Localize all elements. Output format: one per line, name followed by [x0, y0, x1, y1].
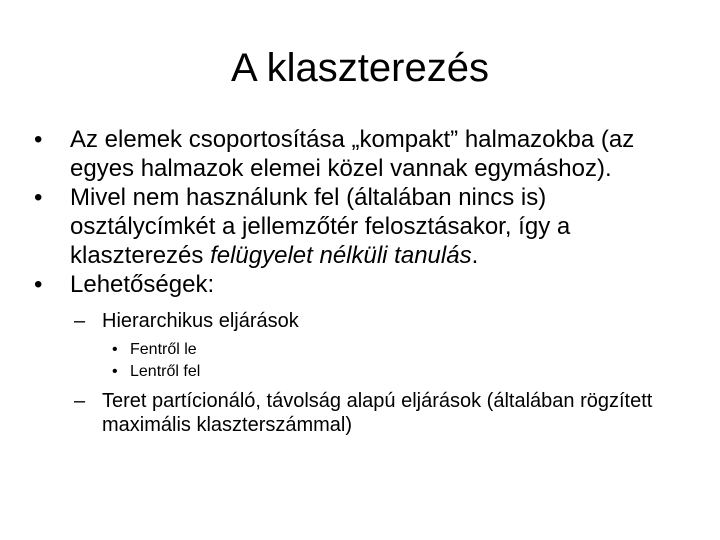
- bullet-icon: •: [112, 363, 118, 380]
- bullet-icon: •: [34, 126, 43, 153]
- subitem-text: Hierarchikus eljárások: [102, 310, 299, 332]
- slide-title: A klaszterezés: [231, 46, 489, 90]
- bullet-item-grouping: [34, 125, 684, 183]
- subsubitem-text: Fentről le: [130, 341, 197, 358]
- bullet-text: Az elemek csoportosítása „kompakt” halmazokba (az egyes halmazok elemei közel vannak egymáshoz).: [70, 126, 635, 182]
- bullet-text-emphasis: felügyelet nélküli tanulás: [210, 242, 472, 269]
- subsubitem-text: Lentről fel: [130, 363, 201, 380]
- subitem-hierarchical: [74, 309, 684, 333]
- dash-icon: –: [74, 310, 86, 332]
- subsubitem-list: [34, 339, 684, 383]
- subsubitem-top-down: [112, 339, 684, 361]
- subitem-partitioning: [74, 389, 684, 437]
- bullet-icon: •: [112, 341, 118, 358]
- bullet-text-plain: Mivel nem használunk fel (általában nincs is) osztálycímkét a jellemzőtér felosztásakor, így a klaszterezés: [70, 184, 571, 269]
- bullet-item-options: [34, 270, 684, 299]
- subitem-text: Teret partícionáló, távolság alapú eljárások (általában rögzített maximális klaszterszámmal): [102, 390, 653, 436]
- bullet-item-unsupervised: [34, 183, 684, 270]
- bullet-icon: •: [34, 184, 43, 211]
- subsubitem-bottom-up: [112, 361, 684, 383]
- bullet-icon: •: [34, 271, 43, 298]
- slide-content: [34, 125, 684, 437]
- dash-icon: –: [74, 390, 86, 412]
- bullet-text-end: .: [471, 242, 479, 269]
- bullet-text: [70, 183, 684, 270]
- bullet-text: Lehetőségek:: [70, 271, 215, 298]
